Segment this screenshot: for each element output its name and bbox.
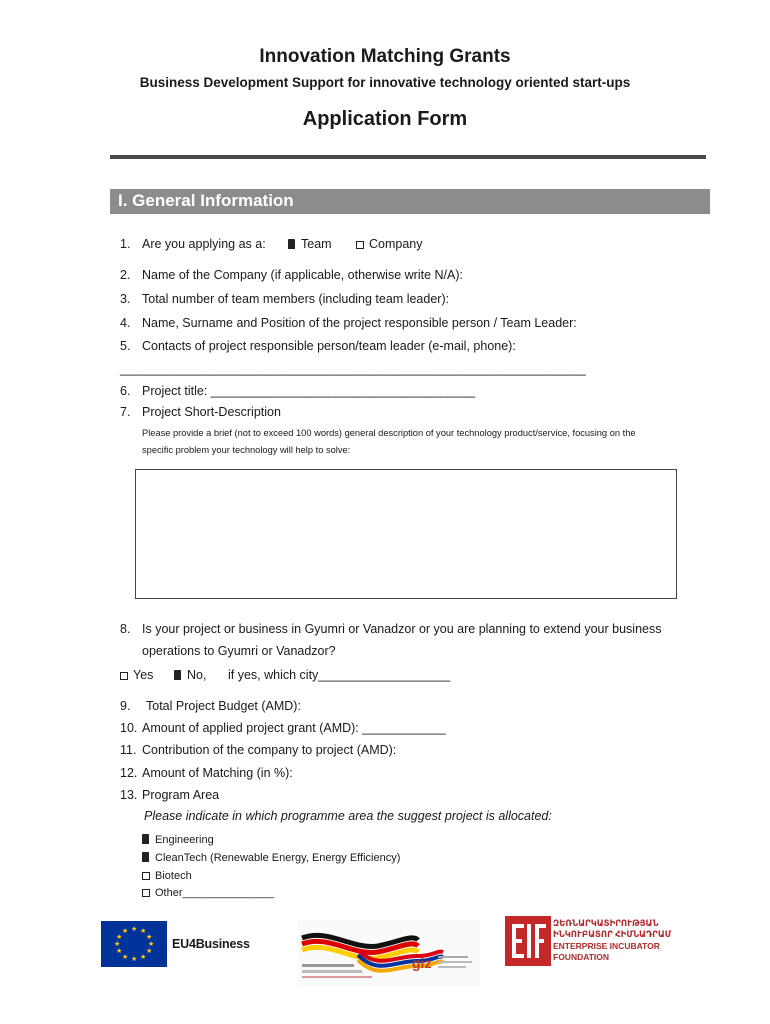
- question-7: [120, 404, 281, 420]
- program-option-label: CleanTech (Renewable Energy, Energy Efficiency): [155, 852, 401, 864]
- q8-option-yes-label: Yes: [133, 668, 154, 682]
- checked-box-icon: [142, 834, 149, 844]
- q6-label: Project title: ______________________________________: [142, 384, 475, 398]
- empty-checkbox-icon: [142, 889, 150, 897]
- q13-hint: Please indicate in which programme area the suggest project is allocated:: [144, 809, 552, 823]
- q8-option-no-label: No,: [187, 668, 207, 682]
- program-option-engineering[interactable]: [142, 833, 214, 847]
- svg-text:giz: giz: [412, 955, 432, 971]
- eu-flag-logo: ★ ★ ★ ★ ★ ★ ★ ★ ★ ★ ★ ★: [101, 921, 167, 967]
- checked-box-icon: [174, 670, 181, 680]
- document-subtitle: Business Development Support for innovative technology oriented start-ups: [139, 75, 631, 90]
- q10-label: Amount of applied project grant (AMD): ____________: [142, 721, 446, 735]
- eif-text-line-3: ENTERPRISE INCUBATOR: [553, 941, 660, 951]
- question-9: [120, 698, 301, 714]
- program-option-biotech[interactable]: [142, 869, 192, 883]
- q11-label: Contribution of the company to project (AMD):: [142, 743, 397, 757]
- description-textbox[interactable]: [135, 469, 677, 599]
- germany-armenia-giz-logo: [298, 920, 480, 986]
- question-3: [120, 291, 449, 307]
- q9-label: Total Project Budget (AMD):: [146, 699, 301, 713]
- q7-label: Project Short-Description: [142, 405, 281, 419]
- eif-monogram-icon: [503, 914, 553, 968]
- program-option-other[interactable]: [142, 886, 274, 900]
- q8-label-line-2: operations to Gyumri or Vanadzor?: [142, 644, 336, 658]
- q8-city-field[interactable]: if yes, which city___________________: [228, 668, 451, 682]
- question-8: [120, 621, 661, 637]
- eif-logo: [503, 914, 553, 973]
- q12-number: 12.: [120, 766, 138, 780]
- document-title: Innovation Matching Grants: [259, 46, 511, 67]
- q1-option-company[interactable]: [356, 236, 423, 252]
- question-11: [120, 742, 396, 758]
- q13-number: 13.: [120, 788, 138, 802]
- flags-ribbon-graphic: [298, 920, 480, 986]
- empty-checkbox-icon: [120, 672, 128, 680]
- question-13: [120, 787, 219, 803]
- program-option-label: Engineering: [155, 834, 214, 846]
- question-12: [120, 765, 293, 781]
- program-option-cleantech[interactable]: [142, 851, 400, 865]
- eu4business-label: EU4Business: [172, 937, 250, 951]
- section-title: I. General Information: [118, 191, 294, 210]
- q5-answer-line[interactable]: ___________________________________________________________________: [120, 362, 586, 376]
- q10-number: 10.: [120, 721, 138, 735]
- header-rule: [110, 155, 706, 159]
- q8-number: 8.: [120, 622, 131, 636]
- program-option-label: Other_______________: [155, 887, 275, 899]
- question-2: [120, 267, 463, 283]
- q5-label: Contacts of project responsible person/team leader (e-mail, phone):: [142, 339, 516, 353]
- eif-text-line-1: ԶԵՌՆԱՐԿԱՏԻՐՈՒԹՅԱՆ: [553, 918, 659, 928]
- question-5: [120, 338, 516, 354]
- q6-number: 6.: [120, 384, 131, 398]
- q7-number: 7.: [120, 405, 131, 419]
- form-title: Application Form: [302, 108, 468, 130]
- q7-hint-line-2: specific problem your technology will help to solve:: [142, 445, 351, 455]
- empty-checkbox-icon: [142, 872, 150, 880]
- q1-option-team-label: Team: [301, 237, 332, 251]
- question-1: [120, 236, 266, 252]
- q2-number: 2.: [120, 268, 131, 282]
- program-option-label: Biotech: [155, 870, 192, 882]
- q13-label: Program Area: [142, 788, 220, 802]
- q4-label: Name, Surname and Position of the project responsible person / Team Leader:: [142, 316, 577, 330]
- checked-box-icon: [288, 239, 295, 249]
- q12-label: Amount of Matching (in %):: [142, 766, 293, 780]
- q1-option-team[interactable]: [288, 236, 332, 252]
- eif-text-line-2: ԻՆԿՈՒԲԱՏՈՐ ՀԻՄՆԱԴՐԱՄ: [553, 929, 672, 939]
- empty-checkbox-icon: [356, 241, 364, 249]
- q1-label: Are you applying as a:: [142, 237, 266, 251]
- eif-text-line-4: FOUNDATION: [553, 952, 610, 962]
- question-10[interactable]: [120, 720, 446, 736]
- q5-number: 5.: [120, 339, 131, 353]
- question-6[interactable]: [120, 383, 475, 399]
- q11-number: 11.: [120, 743, 137, 757]
- q8-option-no[interactable]: [174, 667, 206, 683]
- checked-box-icon: [142, 852, 149, 862]
- q3-label: Total number of team members (including team leader):: [142, 292, 450, 306]
- question-4: [120, 315, 577, 331]
- q4-number: 4.: [120, 316, 131, 330]
- q8-option-yes[interactable]: [120, 667, 153, 683]
- q2-label: Name of the Company (if applicable, otherwise write N/A):: [142, 268, 463, 282]
- q1-option-company-label: Company: [369, 237, 423, 251]
- q9-number: 9.: [120, 699, 131, 713]
- q3-number: 3.: [120, 292, 131, 306]
- q8-label-line-1: Is your project or business in Gyumri or Vanadzor or you are planning to extend your business: [142, 622, 662, 636]
- q7-hint-line-1: Please provide a brief (not to exceed 100 words) general description of your technology product/service, focusing on the: [142, 428, 636, 438]
- q1-number: 1.: [120, 237, 131, 251]
